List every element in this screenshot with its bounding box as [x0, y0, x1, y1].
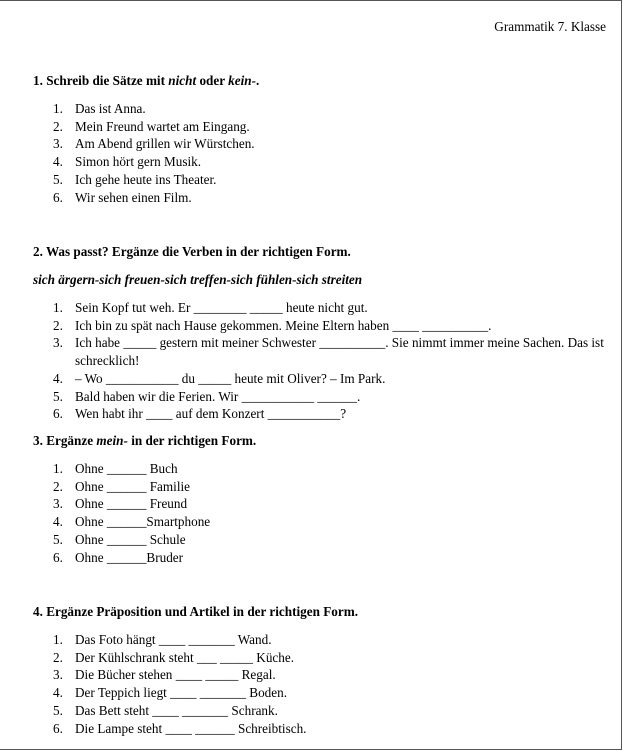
list-item: [33, 684, 613, 702]
list-item: [33, 334, 613, 369]
list-item: [33, 460, 613, 478]
list-item: [33, 370, 613, 388]
item-text: Die Lampe steht ____ ______ Schreibtisch.: [75, 720, 307, 736]
item-number: 2.: [53, 118, 63, 134]
item-number: 3.: [53, 667, 63, 683]
section-3-title-end: in der richtigen Form.: [127, 433, 257, 448]
page-header: Grammatik 7. Klasse: [494, 19, 606, 34]
list-item: [33, 666, 613, 684]
item-number: 1.: [53, 461, 63, 476]
item-text: Der Teppich liegt ____ _______ Boden.: [75, 685, 287, 701]
item-number: 4.: [53, 154, 63, 170]
list-item: [33, 100, 613, 118]
section-1-list: [33, 100, 613, 206]
item-number: 3.: [53, 496, 63, 512]
list-item: [33, 388, 613, 406]
item-text: Ohne ______Smartphone: [75, 514, 211, 530]
item-text: Ohne ______Bruder: [75, 549, 184, 565]
item-number: 4.: [53, 514, 63, 530]
item-text: Der Kühlschrank steht ___ _____ Küche.: [75, 649, 295, 665]
item-number: 4.: [53, 370, 63, 386]
item-text: Ich habe _____ gestern mit meiner Schwester __________. Sie nimmt immer meine Sachen. Das ist schrecklich!: [75, 335, 604, 369]
item-text: Simon hört gern Musik.: [75, 154, 202, 170]
item-text: Sein Kopf tut weh. Er ________ _____ heute nicht gut.: [75, 300, 368, 315]
list-item: [33, 631, 613, 649]
list-item: [33, 649, 613, 667]
item-number: 1.: [53, 300, 63, 315]
item-text: Mein Freund wartet am Eingang.: [75, 118, 250, 134]
item-text: Ich gehe heute ins Theater.: [75, 171, 217, 187]
item-number: 5.: [53, 702, 63, 718]
item-number: 3.: [53, 136, 63, 152]
list-item: [33, 135, 613, 153]
list-item: [33, 118, 613, 136]
list-item: [33, 317, 613, 335]
section-4-title: 4. Ergänze Präposition und Artikel in der richtigen Form.: [33, 604, 359, 619]
item-text: Ohne ______ Familie: [75, 478, 191, 494]
list-item: [33, 531, 613, 549]
item-number: 5.: [53, 171, 63, 187]
item-number: 6.: [53, 406, 63, 422]
section-2-list: [33, 299, 613, 423]
list-item: [33, 720, 613, 738]
list-item: [33, 495, 613, 513]
section-1-title-nicht: nicht: [168, 73, 197, 88]
section-3-title-mein: mein-: [96, 433, 128, 448]
section-2-verbs: sich ärgern-sich freuen-sich treffen-sich fühlen-sich streiten: [33, 272, 363, 287]
item-text: Wir sehen einen Film.: [75, 189, 192, 205]
item-text: Das ist Anna.: [75, 101, 146, 116]
item-text: Das Bett steht ____ _______ Schrank.: [75, 702, 278, 718]
item-number: 4.: [53, 685, 63, 701]
list-item: [33, 405, 613, 423]
section-4-list: [33, 631, 613, 737]
item-text: Bald haben wir die Ferien. Wir ___________ ______.: [75, 388, 361, 404]
item-number: 5.: [53, 388, 63, 404]
list-item: [33, 153, 613, 171]
item-text: Ich bin zu spät nach Hause gekommen. Meine Eltern haben ____ __________.: [75, 317, 492, 333]
item-number: 2.: [53, 649, 63, 665]
item-text: – Wo ___________ du _____ heute mit Oliver? – Im Park.: [75, 370, 386, 386]
item-text: Wen habt ihr ____ auf dem Konzert ___________?: [75, 406, 347, 422]
section-2-title: 2. Was passt? Ergänze die Verben in der richtigen Form.: [33, 244, 351, 259]
section-1-title-kein: kein-: [228, 73, 256, 88]
section-1-title-end: .: [255, 73, 260, 88]
item-text: Ohne ______ Freund: [75, 496, 188, 512]
list-item: [33, 171, 613, 189]
item-number: 5.: [53, 531, 63, 547]
section-1-title-mid: oder: [196, 73, 229, 88]
list-item: [33, 702, 613, 720]
item-number: 6.: [53, 549, 63, 565]
section-3-title: [33, 433, 256, 449]
item-text: Am Abend grillen wir Würstchen.: [75, 136, 255, 152]
section-3-list: [33, 460, 613, 566]
item-text: Die Bücher stehen ____ _____ Regal.: [75, 667, 276, 683]
item-number: 2.: [53, 478, 63, 494]
item-number: 2.: [53, 317, 63, 333]
item-number: 6.: [53, 720, 63, 736]
item-text: Ohne ______ Schule: [75, 531, 186, 547]
item-number: 1.: [53, 632, 63, 647]
list-item: [33, 478, 613, 496]
list-item: [33, 549, 613, 567]
item-text: Ohne ______ Buch: [75, 461, 178, 476]
list-item: [33, 189, 613, 207]
item-number: 6.: [53, 189, 63, 205]
section-1-title: [33, 73, 259, 89]
item-text: Das Foto hängt ____ _______ Wand.: [75, 632, 272, 647]
list-item: [33, 513, 613, 531]
section-1-title-pre: 1. Schreib die Sätze mit: [33, 73, 169, 88]
list-item: [33, 299, 613, 317]
section-3-title-pre: 3. Ergänze: [33, 433, 97, 448]
item-number: 3.: [53, 335, 63, 351]
item-number: 1.: [53, 101, 63, 116]
